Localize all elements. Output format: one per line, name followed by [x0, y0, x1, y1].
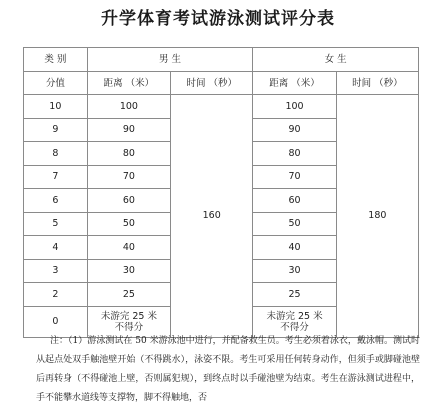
header-female-time: 时间 （秒） [336, 72, 418, 95]
score-cell: 4 [24, 236, 88, 260]
header-row-2 [24, 72, 419, 95]
score-cell: 2 [24, 283, 88, 307]
header-score: 分值 [24, 72, 88, 95]
score-cell: 7 [24, 165, 88, 189]
note-paragraph [36, 332, 420, 408]
male-distance-cell: 25 [87, 283, 170, 307]
female-time-cell: 180 [336, 95, 418, 338]
score-cell: 5 [24, 212, 88, 236]
male-time-cell: 160 [171, 95, 253, 338]
male-distance-cell: 60 [87, 189, 170, 213]
score-table [23, 47, 419, 338]
header-row-1 [24, 48, 419, 72]
male-distance-cell: 50 [87, 212, 170, 236]
female-distance-cell: 25 [253, 283, 336, 307]
score-cell: 10 [24, 95, 88, 119]
male-distance-cell: 70 [87, 165, 170, 189]
female-distance-cell: 30 [253, 259, 336, 283]
score-cell: 6 [24, 189, 88, 213]
female-fail-line-1: 未游完 25 米 [266, 310, 323, 322]
header-male-time: 时间 （秒） [171, 72, 253, 95]
header-male-distance: 距离 （米） [87, 72, 170, 95]
male-fail-line-2: 不得分 [114, 321, 144, 333]
female-distance-cell: 70 [253, 165, 336, 189]
female-distance-cell: 40 [253, 236, 336, 260]
male-fail-line-1: 未游完 25 米 [100, 310, 157, 322]
male-distance-cell: 40 [87, 236, 170, 260]
female-distance-cell: 80 [253, 142, 336, 166]
header-male: 男 生 [87, 48, 253, 72]
score-cell: 0 [24, 306, 88, 337]
score-cell: 8 [24, 142, 88, 166]
female-fail-line-2: 不得分 [280, 321, 309, 333]
score-cell: 9 [24, 118, 88, 142]
note-text: 注：（1）游泳测试在 50 米游泳池中进行，并配备救生员。考生必须着泳衣，戴泳帽。测试时从起点处双手触池壁开始（不得跳水），泳姿不限。考生可采用任何转身动作，但须手或脚碰池壁后再转身（不得碰池上壁，否则属犯规），到终点时以手碰池壁为结束。考生在游泳测试进程中，手不能攀水道线等支撑物，脚不得触地，否 [36, 336, 420, 403]
table-row [24, 95, 419, 119]
male-distance-cell: 30 [87, 259, 170, 283]
header-female-distance: 距离 （米） [253, 72, 336, 95]
female-distance-cell: 50 [253, 212, 336, 236]
female-distance-cell: 90 [253, 118, 336, 142]
male-distance-cell: 80 [87, 142, 170, 166]
male-distance-cell: 100 [87, 95, 170, 119]
header-category: 类 别 [24, 48, 88, 72]
header-female: 女 生 [253, 48, 419, 72]
female-distance-cell: 100 [253, 95, 336, 119]
score-cell: 3 [24, 259, 88, 283]
page-title: 升学体育考试游泳测试评分表 [101, 9, 335, 29]
female-distance-cell: 60 [253, 189, 336, 213]
male-distance-cell: 90 [87, 118, 170, 142]
